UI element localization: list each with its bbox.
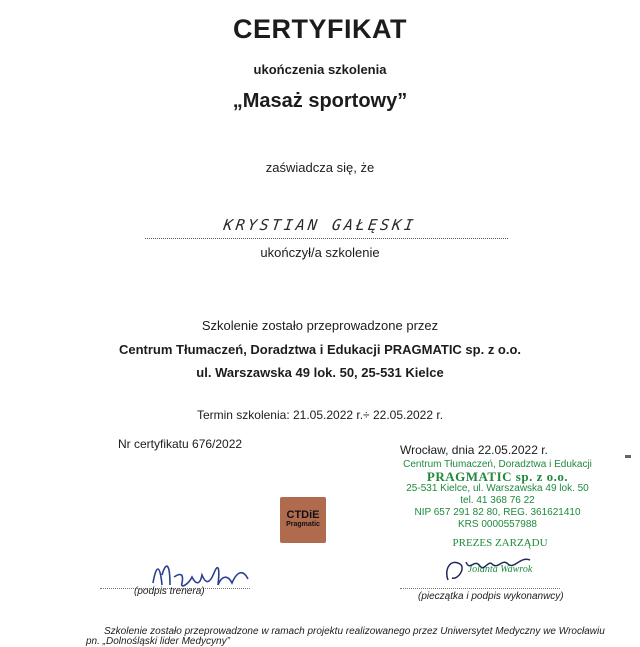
stamp-line-5: NIP 657 291 82 80, REG. 361621410 [414,507,581,518]
ctdie-logo [280,497,326,543]
footer-line-1: Szkolenie zostało przeprowadzone w ramach projektu realizowanego przez Uniwersytet Medyczny we Wrocławiu [104,626,605,637]
president-name: Jolanta Wawrok [467,564,533,575]
scan-mark [625,455,631,458]
stamp-line-3: 25-531 Kielce, ul. Warszawska 49 lok. 50 [406,483,589,494]
organization-address: ul. Warszawska 49 lok. 50, 25-531 Kielce [196,365,444,380]
stamp-line-6: KRS 0000557988 [458,519,537,530]
conducted-by-text: Szkolenie zostało przeprowadzone przez [201,318,439,333]
name-dotted-line [145,238,508,239]
completed-text: ukończył/a szkolenie [260,245,380,260]
stamp-line-2: PRAGMATIC sp. z o.o. [426,469,569,484]
certificate-number: Nr certyfikatu 676/2022 [118,437,243,451]
stamp-line-4: tel. 41 368 76 22 [460,495,535,506]
organization-name: Centrum Tłumaczeń, Doradztwa i Edukacji PRAGMATIC sp. z o.o. [118,342,522,357]
president-title: PREZES ZARZĄDU [452,537,548,549]
stamp-line-1: Centrum Tłumaczeń, Doradztwa i Edukacji [403,459,592,470]
issuer-caption: (pieczątka i podpis wykonanwcy) [418,591,564,602]
trainer-caption: (podpis trenera) [134,586,205,597]
certificate-subtitle: ukończenia szkolenia [253,62,387,77]
issuer-signature-line [400,588,560,589]
place-date: Wrocław, dnia 22.05.2022 r. [400,443,548,457]
certificate-title: CERTYFIKAT [233,14,407,44]
issuer-signature [440,550,540,590]
footer-line-2: pn. „Dolnośląski lider Medycyny” [86,636,230,647]
certifies-text: zaświadcza się, że [265,160,375,175]
company-stamp [395,459,600,531]
course-name: „Masaż sportowy” [232,90,408,112]
logo-line-2: Pragmatic [286,521,320,528]
recipient-name: KRYSTIAN GAŁĘSKI [222,216,418,234]
training-term: Termin szkolenia: 21.05.2022 r.÷ 22.05.2022 r. [196,408,444,422]
logo-line-1: CTDiE [286,509,320,521]
